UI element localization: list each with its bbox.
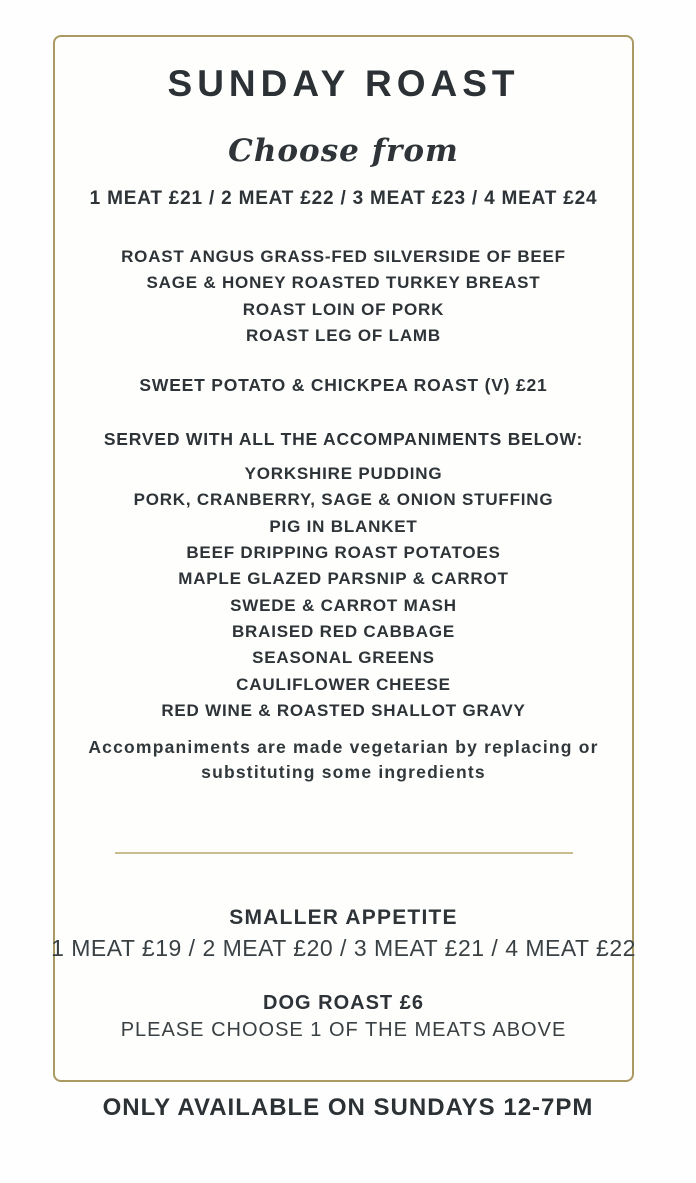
accompaniments-heading: SERVED WITH ALL THE ACCOMPANIMENTS BELOW: [103, 429, 584, 450]
dog-roast-heading: DOG ROAST £6 [263, 992, 424, 1015]
accompaniment-item: PIG IN BLANKET [269, 516, 418, 536]
meat-item: SAGE & HONEY ROASTED TURKEY BREAST [146, 273, 541, 293]
dog-roast-note: PLEASE CHOOSE 1 OF THE MEATS ABOVE [120, 1019, 567, 1042]
meat-item: ROAST LOIN OF PORK [242, 299, 445, 319]
accompaniment-item: BEEF DRIPPING ROAST POTATOES [186, 543, 501, 563]
accompaniment-item: YORKSHIRE PUDDING [244, 464, 443, 484]
accompaniment-item: MAPLE GLAZED PARSNIP & CARROT [178, 569, 509, 589]
choose-from-subtitle: Choose from [228, 133, 459, 169]
accompaniment-item: BRAISED RED CABBAGE [231, 621, 455, 641]
accompaniment-item: CAULIFLOWER CHEESE [236, 674, 451, 694]
meat-item: ROAST ANGUS GRASS-FED SILVERSIDE OF BEEF [121, 247, 566, 266]
meat-price-line: 1 MEAT £21 / 2 MEAT £22 / 3 MEAT £23 / 4 MEAT £24 [89, 188, 598, 209]
smaller-appetite-price-line: 1 MEAT £19 / 2 MEAT £20 / 3 MEAT £21 / 4 MEAT £22 [51, 935, 636, 962]
meat-list [121, 244, 566, 349]
availability-note: ONLY AVAILABLE ON SUNDAYS 12-7PM [102, 1094, 594, 1121]
vegetarian-note: Accompaniments are made vegetarian by replacing or substituting some ingredients [88, 737, 599, 783]
meat-item: ROAST LEG OF LAMB [246, 325, 441, 345]
accompaniment-item: PORK, CRANBERRY, SAGE & ONION STUFFING [133, 490, 554, 510]
smaller-appetite-heading: SMALLER APPETITE [229, 906, 458, 930]
accompaniment-item: SWEDE & CARROT MASH [230, 595, 457, 615]
accompaniment-item: RED WINE & ROASTED SHALLOT GRAVY [161, 700, 526, 720]
gold-divider [115, 852, 573, 854]
vegetarian-option: SWEET POTATO & CHICKPEA ROAST (V) £21 [139, 375, 548, 396]
accompaniment-item: SEASONAL GREENS [252, 648, 435, 668]
accompaniments-list [134, 461, 554, 724]
menu-card [53, 35, 634, 1082]
menu-title: SUNDAY ROAST [167, 63, 520, 104]
